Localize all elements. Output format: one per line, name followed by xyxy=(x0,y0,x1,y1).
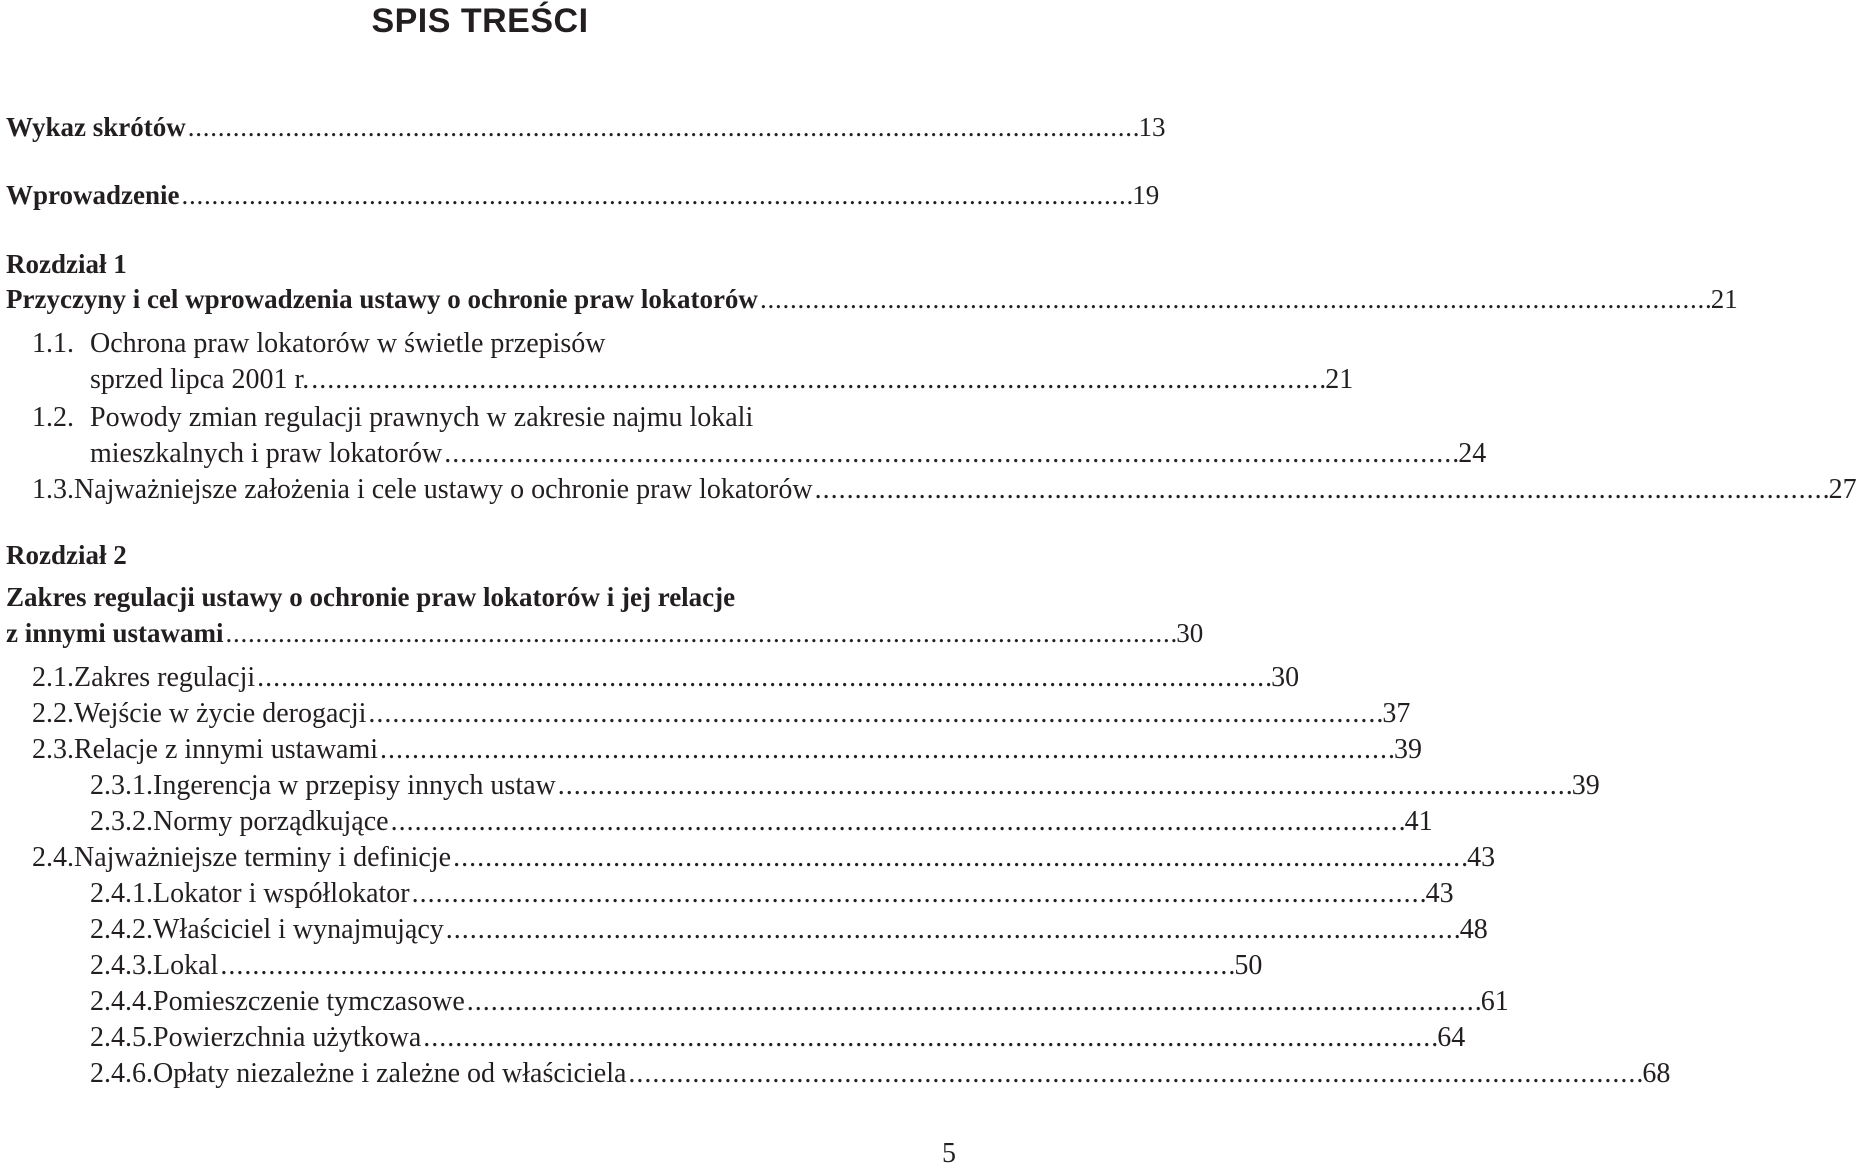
toc-entry-text: Lokator i współlokator xyxy=(153,878,410,909)
toc-entry-text: Zakres regulacji xyxy=(74,662,256,693)
toc-page-number: 61 xyxy=(1480,986,1509,1017)
toc-entry-text: Wprowadzenie xyxy=(6,180,180,210)
page-number: 5 xyxy=(942,1138,956,1169)
toc-entry-text: Najważniejsze terminy i definicje xyxy=(74,842,452,873)
toc-section-2-4-2[interactable] xyxy=(90,914,1488,950)
leader-dots xyxy=(558,770,1570,802)
section-number: 2.2. xyxy=(32,698,74,729)
toc-entry-wprowadzenie[interactable] xyxy=(6,180,1160,216)
section-number: 2.3. xyxy=(32,734,74,765)
chapter-title-line: Zakres regulacji ustawy o ochronie praw lokatorów i jej relacje xyxy=(6,582,736,612)
toc-page-number: 50 xyxy=(1234,950,1263,981)
toc-page-number: 30 xyxy=(1271,662,1300,693)
section-number: 2.4.3. xyxy=(90,950,153,981)
toc-section-2-3-1[interactable] xyxy=(90,770,1600,806)
toc-page-number: 37 xyxy=(1382,698,1411,729)
toc-page-number: 24 xyxy=(1458,438,1487,469)
toc-page-number: 39 xyxy=(1394,734,1423,765)
leader-dots xyxy=(220,950,1232,982)
leader-dots xyxy=(453,842,1465,874)
leader-dots xyxy=(423,1022,1435,1054)
toc-section-1-1-first-line[interactable] xyxy=(32,328,606,360)
toc-page-number: 68 xyxy=(1642,1058,1671,1089)
toc-page-number: 13 xyxy=(1138,112,1166,142)
leader-dots xyxy=(226,618,1175,649)
toc-entry-text: Powierzchnia użytkowa xyxy=(153,1022,422,1053)
toc-entry-text: Wykaz skrótów xyxy=(6,112,186,142)
toc-entry-text: Normy porządkujące xyxy=(153,806,389,837)
toc-entry-wykaz[interactable] xyxy=(6,112,1166,148)
leader-dots xyxy=(467,986,1479,1018)
leader-dots xyxy=(446,914,1458,946)
section-number: 2.4.2. xyxy=(90,914,153,945)
page-title: SPIS TREŚCI xyxy=(371,2,589,40)
toc-entry-text: Powody zmian regulacji prawnych w zakresie najmu lokali xyxy=(90,402,754,433)
toc-section-2-3-2[interactable] xyxy=(90,806,1433,842)
toc-entry-text: Właściciel i wynajmujący xyxy=(153,914,444,945)
toc-page-number: 41 xyxy=(1404,806,1433,837)
toc-section-1-3[interactable] xyxy=(32,474,1857,510)
toc-chapter-1[interactable] xyxy=(6,284,1738,320)
toc-section-2-4[interactable] xyxy=(32,842,1496,878)
leader-dots xyxy=(628,1058,1640,1090)
leader-dots xyxy=(368,698,1380,730)
leader-dots xyxy=(815,474,1827,506)
toc-section-2-4-6[interactable] xyxy=(90,1058,1671,1094)
toc-entry-text: Pomieszczenie tymczasowe xyxy=(153,986,465,1017)
chapter-label: Rozdział 1 xyxy=(6,249,127,279)
toc-page-number: 19 xyxy=(1132,180,1160,210)
toc-entry-text: Najważniejsze założenia i cele ustawy o ochronie praw lokatorów xyxy=(74,474,813,505)
toc-page-number: 43 xyxy=(1425,878,1454,909)
toc-entry-text: sprzed lipca 2001 r. xyxy=(90,364,310,395)
toc-entry-text: Wejście w życie derogacji xyxy=(74,698,367,729)
toc-section-2-4-4[interactable] xyxy=(90,986,1509,1022)
toc-page-number: 21 xyxy=(1325,364,1354,395)
section-number: 1.3. xyxy=(32,474,74,505)
toc-section-2-2[interactable] xyxy=(32,698,1411,734)
toc-page-number: 43 xyxy=(1467,842,1496,873)
toc-section-2-3[interactable] xyxy=(32,734,1423,770)
leader-dots xyxy=(760,284,1709,315)
section-number: 2.4.6. xyxy=(90,1058,153,1089)
toc-section-1-2[interactable] xyxy=(90,438,1487,474)
toc-section-2-4-1[interactable] xyxy=(90,878,1454,914)
toc-entry-text: Ingerencja w przepisy innych ustaw xyxy=(153,770,556,801)
leader-dots xyxy=(380,734,1392,766)
toc-section-2-4-5[interactable] xyxy=(90,1022,1466,1058)
toc-chapter-2[interactable] xyxy=(6,618,1204,654)
toc-entry-text: z innymi ustawami xyxy=(6,618,224,648)
section-number: 2.4.4. xyxy=(90,986,153,1017)
toc-section-1-2-first-line[interactable] xyxy=(32,402,753,434)
section-number: 1.1. xyxy=(32,328,74,359)
chapter-label: Rozdział 2 xyxy=(6,540,127,570)
toc-page-number: 27 xyxy=(1828,474,1857,505)
section-number: 2.4.5. xyxy=(90,1022,153,1053)
toc-section-1-1[interactable] xyxy=(90,364,1354,400)
section-number: 2.4. xyxy=(32,842,74,873)
section-number: 2.4.1. xyxy=(90,878,153,909)
section-number: 2.1. xyxy=(32,662,74,693)
section-number: 1.2. xyxy=(32,402,74,433)
section-number: 2.3.2. xyxy=(90,806,153,837)
toc-entry-text: Opłaty niezależne i zależne od właściciela xyxy=(153,1058,627,1089)
toc-page-number: 39 xyxy=(1571,770,1600,801)
toc-page-number: 30 xyxy=(1176,618,1204,648)
toc-entry-text: mieszkalnych i praw lokatorów xyxy=(90,438,443,469)
toc-section-2-4-3[interactable] xyxy=(90,950,1263,986)
toc-entry-text: Lokal xyxy=(153,950,219,981)
leader-dots xyxy=(311,364,1323,396)
section-number: 2.3.1. xyxy=(90,770,153,801)
toc-entry-text: Relacje z innymi ustawami xyxy=(74,734,379,765)
leader-dots xyxy=(182,180,1131,211)
toc-entry-text: Ochrona praw lokatorów w świetle przepisów xyxy=(90,328,606,359)
toc-page-number: 21 xyxy=(1710,284,1738,314)
leader-dots xyxy=(188,112,1137,143)
leader-dots xyxy=(412,878,1424,910)
toc-page-number: 64 xyxy=(1437,1022,1466,1053)
toc-page-number: 48 xyxy=(1459,914,1488,945)
toc-section-2-1[interactable] xyxy=(32,662,1300,698)
leader-dots xyxy=(391,806,1403,838)
leader-dots xyxy=(444,438,1456,470)
leader-dots xyxy=(257,662,1269,694)
toc-entry-text: Przyczyny i cel wprowadzenia ustawy o ochronie praw lokatorów xyxy=(6,284,758,314)
